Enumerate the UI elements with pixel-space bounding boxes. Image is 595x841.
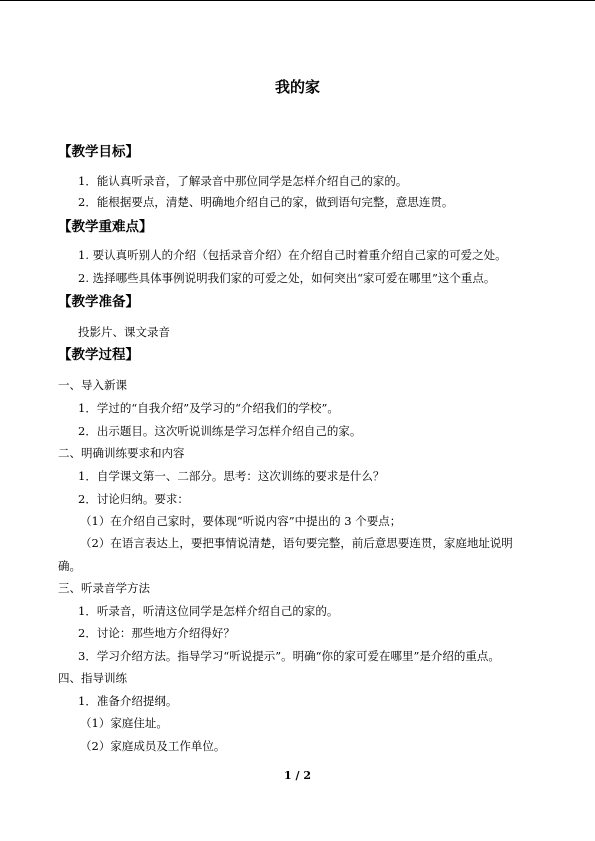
page-title: 我的家: [274, 78, 320, 96]
section-heading-goals: 【教学目标】: [58, 144, 139, 160]
process-line: （1）家庭住址。: [80, 716, 168, 730]
process-line: 1．听录音，听清这位同学是怎样介绍自己的家的。: [78, 604, 339, 618]
process-line: 2．讨论：那些地方介绍得好？: [78, 626, 235, 640]
process-line: 2．讨论归纳。要求：: [78, 492, 189, 506]
process-line: 一、导入新课: [58, 378, 127, 392]
process-line: 四、指导训练: [58, 671, 127, 685]
process-line: 1．自学课文第一、二部分。思考：这次训练的要求是什么？: [78, 469, 385, 483]
section-heading-process: 【教学过程】: [58, 347, 139, 363]
process-line: （2）家庭成员及工作单位。: [80, 739, 226, 753]
process-line: （2）在语言表达上，要把事情说清楚，语句要完整，前后意思要连贯，家庭地址说明: [80, 536, 513, 550]
process-line: 1．准备介绍提纲。: [78, 694, 178, 708]
goal-item: 1．能认真听录音，了解录音中那位同学是怎样介绍自己的家的。: [78, 174, 408, 188]
page-number: 1 / 2: [284, 769, 311, 782]
preparation-text: 投影片、课文录音: [78, 325, 170, 339]
process-line: 三、听录音学方法: [58, 581, 150, 595]
section-heading-preparation: 【教学准备】: [58, 294, 139, 310]
key-point-item: 2. 选择哪些具体事例说明我们家的可爱之处，如何突出“家可爱在哪里”这个重点。: [78, 271, 496, 285]
process-line: 二、明确训练要求和内容: [58, 446, 185, 460]
process-line: 2．出示题目。这次听说训练是学习怎样介绍自己的家。: [78, 424, 362, 438]
top-rule: [0, 0, 595, 1]
process-line: 确。: [58, 559, 81, 573]
section-heading-key-points: 【教学重难点】: [58, 219, 153, 235]
process-line: 3．学习介绍方法。指导学习“听说提示”。明确“你的家可爱在哪里”是介绍的重点。: [78, 649, 500, 663]
key-point-item: 1. 要认真听别人的介绍（包括录音介绍）在介绍自己时着重介绍自己家的可爱之处。: [78, 248, 507, 262]
process-line: （1）在介绍自己家时，要体现“听说内容”中提出的 3 个要点；: [80, 514, 402, 528]
goal-item: 2．能根据要点，清楚、明确地介绍自己的家，做到语句完整，意思连贯。: [78, 195, 454, 209]
process-line: 1．学过的“自我介绍”及学习的“介绍我们的学校”。: [78, 401, 339, 415]
